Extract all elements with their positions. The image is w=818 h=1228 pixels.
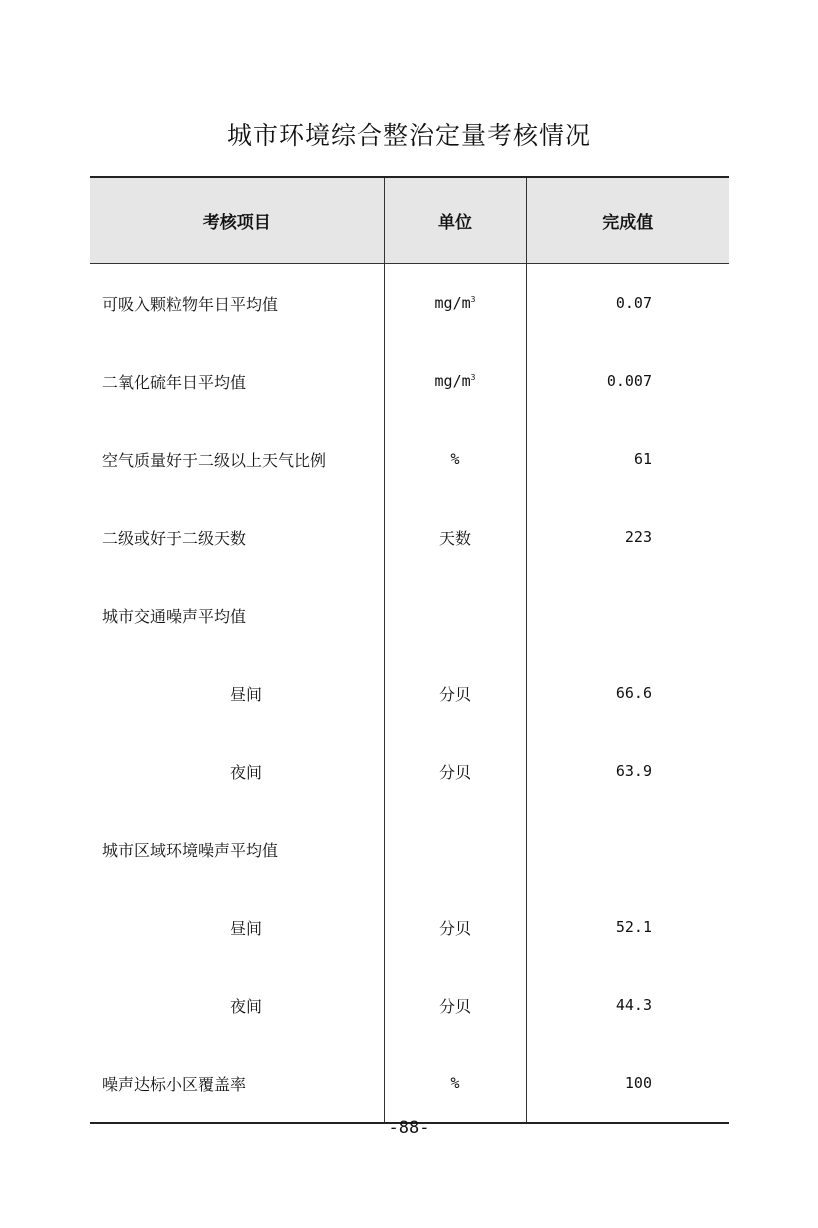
- row-item: 可吸入颗粒物年日平均值: [102, 294, 279, 314]
- table-header: [90, 177, 729, 264]
- row-item: 噪声达标小区覆盖率: [102, 1074, 247, 1094]
- row-unit: %: [384, 420, 526, 498]
- row-value: 0.07: [526, 264, 729, 343]
- row-value: 63.9: [526, 732, 729, 810]
- header-value: 完成值: [526, 177, 729, 264]
- row-item: 空气质量好于二级以上天气比例: [102, 450, 327, 470]
- row-item: 昼间: [230, 684, 263, 704]
- row-item: 城市交通噪声平均值: [102, 606, 247, 626]
- row-item: 城市区域环境噪声平均值: [102, 840, 279, 860]
- row-value: 100: [526, 1044, 729, 1123]
- assessment-table: [90, 176, 729, 1124]
- table-row: [90, 966, 729, 1044]
- row-unit: [384, 810, 526, 888]
- row-value: 61: [526, 420, 729, 498]
- row-value: [526, 576, 729, 654]
- page-title: 城市环境综合整治定量考核情况: [226, 121, 591, 150]
- row-item: 夜间: [230, 762, 263, 782]
- row-unit: [384, 576, 526, 654]
- table-row: [90, 420, 729, 498]
- row-item: 夜间: [230, 996, 263, 1016]
- row-value: 223: [526, 498, 729, 576]
- table-row: [90, 654, 729, 732]
- table-row: [90, 498, 729, 576]
- header-row: [90, 177, 729, 264]
- page-number: -88-: [388, 1118, 430, 1138]
- row-item: 昼间: [230, 918, 263, 938]
- row-item: 二级或好于二级天数: [102, 528, 247, 548]
- header-unit: 单位: [384, 177, 526, 264]
- row-unit: 分贝: [384, 732, 526, 810]
- row-value: [526, 810, 729, 888]
- row-item: 二氧化硫年日平均值: [102, 372, 247, 392]
- table-row-group-heading: [90, 576, 729, 654]
- assessment-table-container: [90, 176, 729, 1124]
- unit-text: mg/m: [434, 372, 471, 390]
- row-unit: %: [384, 1044, 526, 1123]
- row-unit: 天数: [384, 498, 526, 576]
- table-row: [90, 264, 729, 343]
- table-row: [90, 732, 729, 810]
- row-unit: 分贝: [384, 966, 526, 1044]
- table-body: [90, 264, 729, 1124]
- row-value: 44.3: [526, 966, 729, 1044]
- table-row-group-heading: [90, 810, 729, 888]
- header-item: 考核项目: [90, 177, 384, 264]
- unit-superscript: 3: [470, 295, 476, 304]
- unit-superscript: 3: [470, 373, 476, 382]
- unit-text: mg/m: [434, 294, 471, 312]
- table-row: [90, 888, 729, 966]
- table-row: [90, 1044, 729, 1123]
- row-value: 52.1: [526, 888, 729, 966]
- row-unit: 分贝: [384, 654, 526, 732]
- table-row: [90, 342, 729, 420]
- row-unit: 分贝: [384, 888, 526, 966]
- row-unit: [384, 264, 526, 343]
- row-value: 66.6: [526, 654, 729, 732]
- row-unit: [384, 342, 526, 420]
- row-value: 0.007: [526, 342, 729, 420]
